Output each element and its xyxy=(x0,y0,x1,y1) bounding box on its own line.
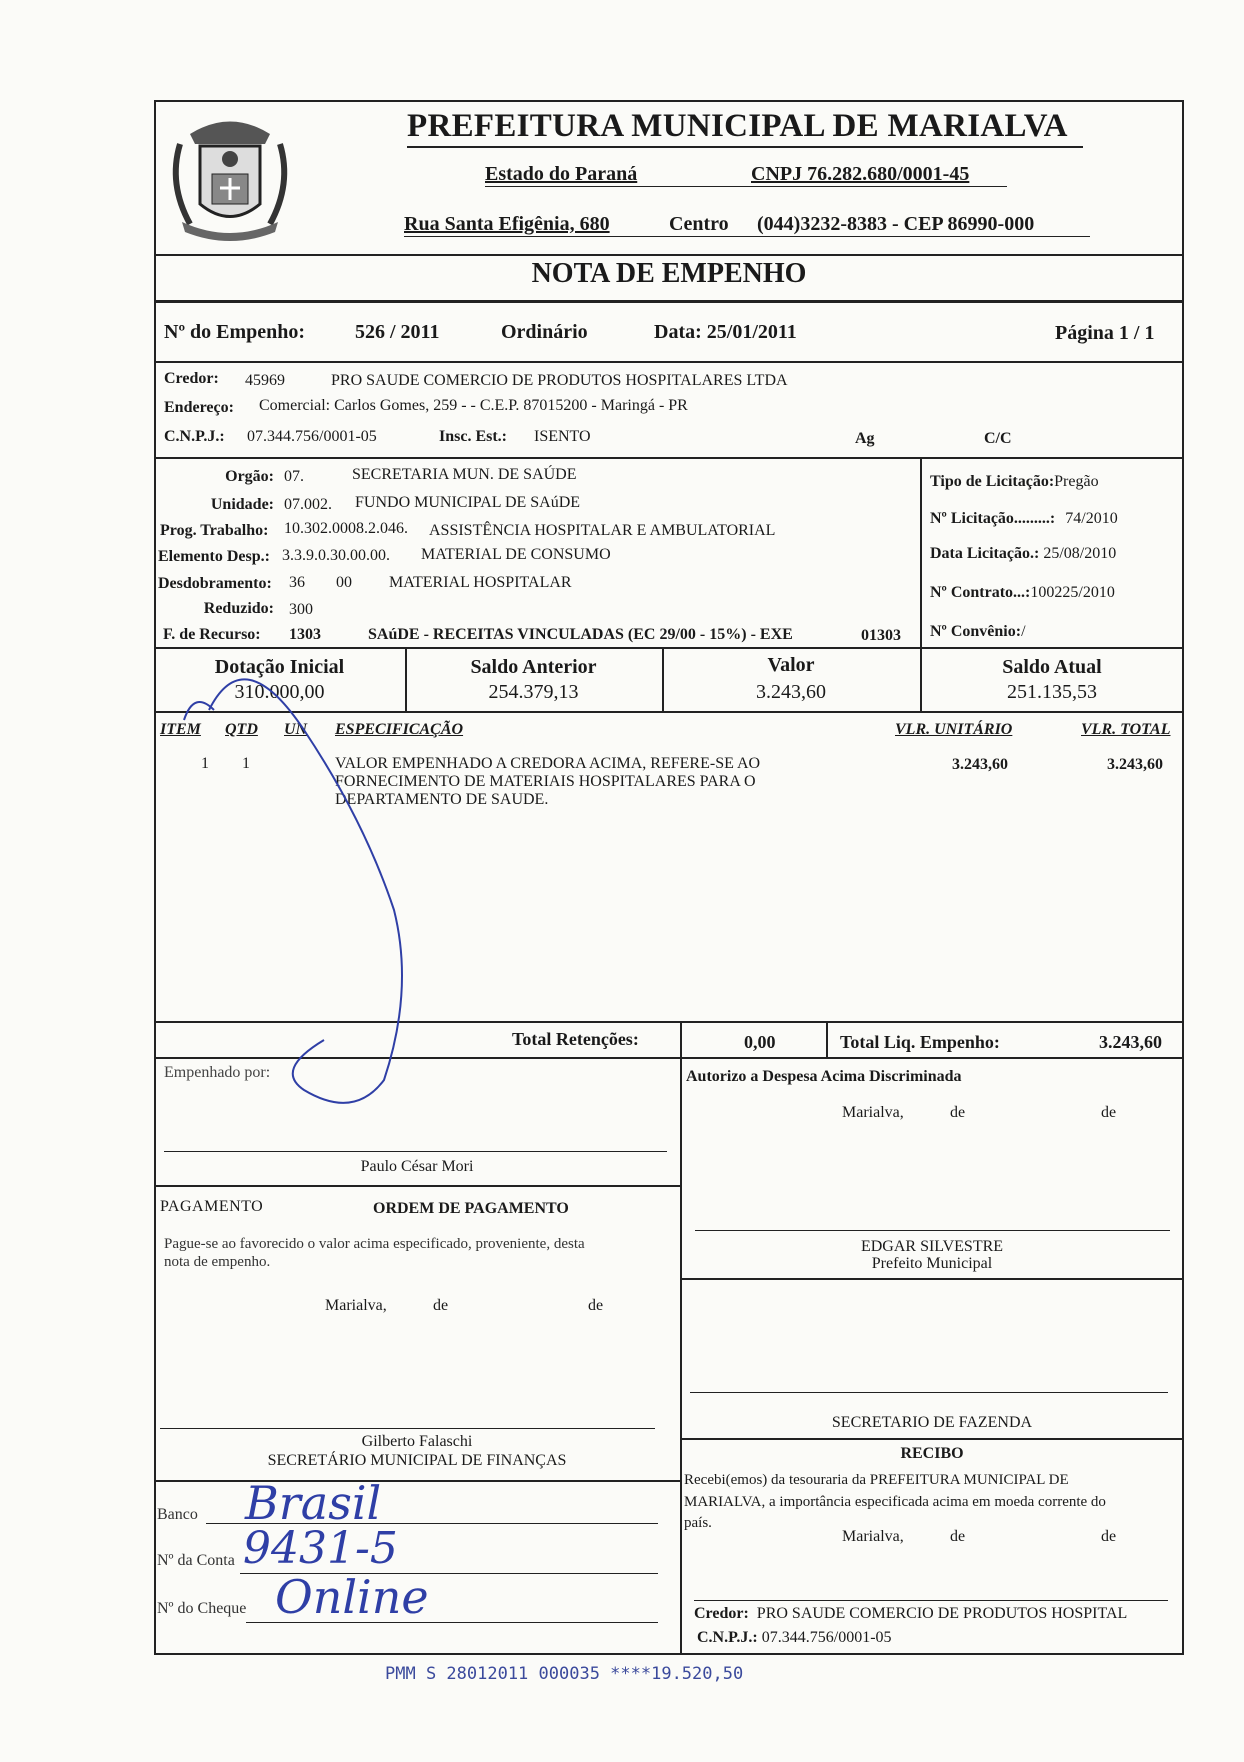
cheque-label: Nº do Cheque xyxy=(157,1600,247,1617)
credor-address: Comercial: Carlos Gomes, 259 - - C.E.P. 87015200 - Maringá - PR xyxy=(259,397,688,414)
page-number: Página 1 / 1 xyxy=(1055,322,1155,344)
elemento-name: MATERIAL DE CONSUMO xyxy=(421,546,611,563)
item-spec-line-2: FORNECIMENTO DE MATERIAIS HOSPITALARES PARA O xyxy=(335,773,756,790)
pagamento-divider xyxy=(154,1480,680,1482)
contrato-caption: Nº Contrato...: xyxy=(930,584,1031,601)
autorizo-signer: EDGAR SILVESTRE xyxy=(860,1238,1004,1255)
valor-label: Valor xyxy=(767,654,815,676)
empenhado-label: Empenhado por: xyxy=(164,1064,271,1081)
contrato-value: 100225/2010 xyxy=(1030,584,1115,601)
liq-empenho-value: 3.243,60 xyxy=(1099,1032,1162,1052)
item-qtd: 1 xyxy=(242,755,250,772)
unidade-label: Unidade: xyxy=(210,496,274,513)
insc-est-label: Insc. Est.: xyxy=(439,428,508,445)
unidade-code: 07.002. xyxy=(284,496,332,513)
autorizo-city: Marialva, xyxy=(842,1104,904,1121)
pagamento-role: SECRETÁRIO MUNICIPAL DE FINANÇAS xyxy=(267,1452,567,1469)
empenhado-divider xyxy=(154,1185,680,1187)
empenho-type: Ordinário xyxy=(501,321,588,343)
recibo-cnpj-label: C.N.P.J.: xyxy=(697,1629,758,1646)
budget-divider xyxy=(154,647,1184,649)
items-header-qtd: QTD xyxy=(225,721,258,738)
recibo-text-1: Recebi(emos) da tesouraria da PREFEITURA MUNICIPAL DE xyxy=(684,1472,1069,1488)
retencoes-sep-2 xyxy=(826,1021,828,1057)
empenhado-name: Paulo César Mori xyxy=(360,1158,474,1175)
recibo-city: Marialva, xyxy=(842,1528,904,1545)
desdobramento-label: Desdobramento: xyxy=(158,575,272,592)
autorizo-signature-line xyxy=(695,1230,1170,1231)
recurso-name: SAúDE - RECEITAS VINCULADAS (EC 29/00 - 15%) - EXE xyxy=(368,626,793,643)
pagamento-text-2: nota de empenho. xyxy=(164,1254,271,1270)
payment-stamp: PMM S 28012011 000035 ****19.520,50 xyxy=(385,1664,744,1684)
fazenda-signature-line xyxy=(690,1392,1168,1393)
insc-est-value: ISENTO xyxy=(534,428,591,445)
credor-code: 45969 xyxy=(245,372,285,389)
contrato-label xyxy=(930,584,1115,602)
credor-name: PRO SAUDE COMERCIO DE PRODUTOS HOSPITALARES LTDA xyxy=(331,372,788,389)
item-number: 1 xyxy=(201,755,209,772)
title-underline xyxy=(407,146,1083,148)
district-label: Centro xyxy=(669,213,729,235)
convenio-label xyxy=(930,623,1026,641)
autorizo-label: Autorizo a Despesa Acima Discriminada xyxy=(686,1068,962,1085)
municipality-title: PREFEITURA MUNICIPAL DE MARIALVA xyxy=(407,108,1068,144)
items-header-item: ITEM xyxy=(160,721,201,738)
licitacao-number-caption: Nº Licitação.........: xyxy=(930,510,1056,527)
licitacao-number-label xyxy=(930,510,1118,528)
licitacao-date-caption: Data Licitação.: xyxy=(930,545,1040,562)
credor-cnpj: 07.344.756/0001-05 xyxy=(247,428,377,445)
orgao-label: Orgão: xyxy=(225,468,274,485)
cnpj-label: CNPJ 76.282.680/0001-45 xyxy=(751,163,970,185)
liq-empenho-label: Total Liq. Empenho: xyxy=(840,1032,1000,1052)
empenho-date: Data: 25/01/2011 xyxy=(654,321,797,343)
recibo-signature-line xyxy=(694,1600,1168,1601)
item-spec-line-1: VALOR EMPENHADO A CREDORA ACIMA, REFERE-SE AO xyxy=(335,755,761,772)
credor-divider xyxy=(154,457,1184,459)
pagamento-city: Marialva, xyxy=(325,1297,387,1314)
dotacao-value: 310.000,00 xyxy=(234,681,325,703)
items-header-total: VLR. TOTAL xyxy=(1081,721,1171,738)
licitacao-date-label xyxy=(930,545,1116,563)
fazenda-divider xyxy=(680,1438,1184,1440)
recurso-number: 01303 xyxy=(861,627,901,644)
recurso-label: F. de Recurso: xyxy=(163,626,261,643)
retencoes-sep-1 xyxy=(680,1021,682,1057)
document-title: NOTA DE EMPENHO xyxy=(531,258,807,289)
recibo-de-2: de xyxy=(1101,1528,1117,1545)
unidade-name: FUNDO MUNICIPAL DE SAúDE xyxy=(355,494,581,511)
recibo-credor-name: PRO SAUDE COMERCIO DE PRODUTOS HOSPITAL xyxy=(756,1605,1128,1622)
retencoes-label: Total Retenções: xyxy=(512,1029,639,1049)
autorizo-divider xyxy=(680,1278,1184,1280)
ordem-pagamento-title: ORDEM DE PAGAMENTO xyxy=(373,1200,569,1217)
credor-cnpj-label: C.N.P.J.: xyxy=(164,428,225,445)
recibo-title: RECIBO xyxy=(900,1445,964,1462)
fazenda-label: SECRETARIO DE FAZENDA xyxy=(831,1414,1033,1431)
licitacao-type-caption: Tipo de Licitação: xyxy=(930,473,1055,490)
licitacao-date-value: 25/08/2010 xyxy=(1043,545,1117,562)
autorizo-de-1: de xyxy=(950,1104,966,1121)
elemento-label: Elemento Desp.: xyxy=(158,548,270,565)
items-header-spec: ESPECIFICAÇÃO xyxy=(335,721,464,738)
convenio-value: / xyxy=(1021,623,1026,640)
dotacao-label: Dotação Inicial xyxy=(214,656,345,678)
desdobramento-b: 00 xyxy=(336,574,352,591)
credor-label: Credor: xyxy=(164,370,219,387)
item-unit-value: 3.243,60 xyxy=(952,756,1008,773)
valor-value: 3.243,60 xyxy=(756,681,826,703)
retencoes-value: 0,00 xyxy=(744,1032,776,1052)
phone-cep-label: (044)3232-8383 - CEP 86990-000 xyxy=(757,213,1035,235)
cheque-handwritten: Online xyxy=(275,1570,429,1624)
state-underline xyxy=(485,186,1007,187)
recurso-code: 1303 xyxy=(289,626,321,643)
pagamento-signer: Gilberto Falaschi xyxy=(361,1433,473,1450)
item-spec-line-3: DEPARTAMENTO DE SAUDE. xyxy=(335,791,549,808)
orgao-code: 07. xyxy=(284,468,304,485)
prog-code: 10.302.0008.2.046. xyxy=(284,520,408,537)
recibo-de-1: de xyxy=(950,1528,966,1545)
lower-center-divider xyxy=(680,1057,682,1655)
reduzido-label: Reduzido: xyxy=(203,600,274,617)
saldo-atual-label: Saldo Atual xyxy=(1002,656,1102,678)
empenho-divider xyxy=(154,361,1184,363)
elemento-code: 3.3.9.0.30.00.00. xyxy=(282,547,390,564)
saldo-anterior-value: 254.379,13 xyxy=(488,681,579,703)
saldo-atual-value: 251.135,53 xyxy=(1007,681,1097,703)
licitacao-type-value: Pregão xyxy=(1054,473,1099,490)
pagamento-de-1: de xyxy=(433,1297,449,1314)
coat-of-arms-logo xyxy=(160,104,300,250)
signature-scribble xyxy=(154,650,474,1120)
empenho-number: 526 / 2011 xyxy=(355,321,440,343)
agency-label: Ag xyxy=(855,430,875,447)
state-label: Estado do Paraná xyxy=(485,163,638,185)
autorizo-role: Prefeito Municipal xyxy=(871,1255,993,1272)
convenio-caption: Nº Convênio: xyxy=(930,623,1022,640)
empenhado-signature-line xyxy=(164,1151,667,1152)
reduzido-value: 300 xyxy=(289,601,313,618)
recibo-cnpj xyxy=(697,1629,892,1647)
orgao-name: SECRETARIA MUN. DE SAÚDE xyxy=(352,466,577,483)
desdobramento-a: 36 xyxy=(289,574,305,591)
item-total-value: 3.243,60 xyxy=(1107,756,1163,773)
pagamento-label: PAGAMENTO xyxy=(160,1198,264,1215)
recibo-credor-label: Credor: xyxy=(694,1605,749,1622)
account-label: C/C xyxy=(984,430,1012,447)
autorizo-de-2: de xyxy=(1101,1104,1117,1121)
recibo-cnpj-value: 07.344.756/0001-05 xyxy=(761,1629,892,1646)
desdobramento-name: MATERIAL HOSPITALAR xyxy=(389,574,572,591)
items-header-un: UN xyxy=(284,721,308,738)
licitacao-number-value: 74/2010 xyxy=(1065,510,1118,527)
conta-handwritten: 9431-5 xyxy=(243,1523,398,1574)
pagamento-signature-line xyxy=(160,1428,655,1429)
saldo-anterior-label: Saldo Anterior xyxy=(470,656,597,678)
header-divider xyxy=(154,254,1184,256)
empenho-number-label: Nº do Empenho: xyxy=(164,321,306,343)
pagamento-text-1: Pague-se ao favorecido o valor acima especificado, proveniente, desta xyxy=(164,1236,585,1252)
pagamento-de-2: de xyxy=(588,1297,604,1314)
title-divider xyxy=(154,300,1184,303)
conta-label: Nº da Conta xyxy=(157,1552,235,1569)
address-underline xyxy=(404,236,1090,237)
prog-name: ASSISTÊNCIA HOSPITALAR E AMBULATORIAL xyxy=(429,522,776,539)
address-label: Rua Santa Efigênia, 680 xyxy=(404,213,610,235)
prog-label: Prog. Trabalho: xyxy=(160,522,269,539)
licitacao-type-label xyxy=(930,473,1099,491)
items-header-unit: VLR. UNITÁRIO xyxy=(895,721,1013,738)
recibo-credor xyxy=(694,1605,1127,1623)
licitacao-divider xyxy=(920,457,922,647)
banco-handwritten: Brasil xyxy=(245,1476,382,1530)
recibo-text-3: país. xyxy=(684,1515,712,1531)
recibo-text-2: MARIALVA, a importância especificada acima em moeda corrente do xyxy=(684,1494,1106,1510)
endereco-label: Endereço: xyxy=(164,399,234,416)
banco-label: Banco xyxy=(157,1506,198,1523)
